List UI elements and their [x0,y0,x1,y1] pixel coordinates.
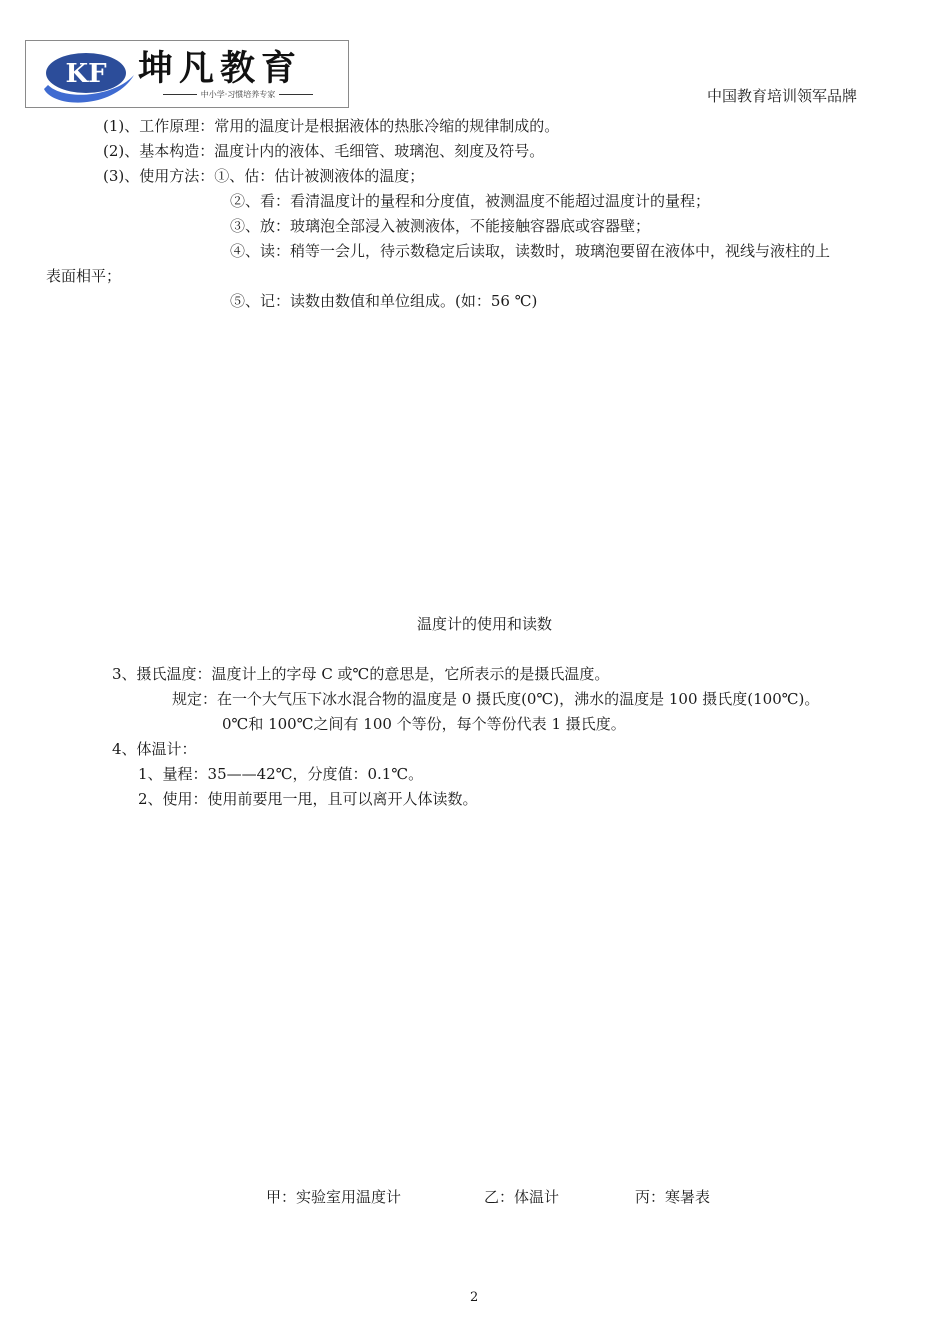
caption-lab-thermometer: 甲：实验室用温度计 [266,1188,402,1206]
clinical-thermometer-heading: 4、体温计： [112,740,197,758]
celsius-definition: 3、摄氏温度：温度计上的字母 C 或℃的意思是，它所表示的是摄氏温度。 [112,665,610,683]
celsius-rule: 规定：在一个大气压下冰水混合物的温度是 0 摄氏度(0℃)，沸水的温度是 100 摄氏度(100℃)。 [172,690,820,708]
principle-line: (1)、工作原理：常用的温度计是根据液体的热胀冷缩的规律制成的。 [103,117,560,135]
usage-line-read: ④、读：稍等一会儿，待示数稳定后读取，读数时，玻璃泡要留在液体中，视线与液柱的上 [230,242,831,260]
caption-clinical-thermometer: 乙：体温计 [484,1188,560,1206]
figure-caption-usage: 温度计的使用和读数 [417,615,553,633]
logo-mark-text: KF [65,59,107,89]
header-slogan: 中国教育培训领军品牌 [707,87,858,105]
usage-line-place: ③、放：玻璃泡全部浸入被测液体，不能接触容器底或容器壁； [230,217,651,235]
clinical-range: 1、量程：35——42℃，分度值：0.1℃。 [138,765,424,783]
celsius-division: 0℃和 100℃之间有 100 个等份，每个等份代表 1 摄氏度。 [222,715,626,733]
logo-brand-name: 坤凡教育 [138,49,303,89]
structure-line: (2)、基本构造：温度计内的液体、毛细管、玻璃泡、刻度及符号。 [103,142,545,160]
usage-line-read-cont: 表面相平； [46,267,122,285]
page-number: 2 [470,1290,479,1305]
clinical-usage: 2、使用：使用前要甩一甩，且可以离开人体读数。 [138,790,478,808]
logo-tagline: 中小学·习惯培养专家 [138,89,338,101]
usage-line-estimate: (3)、使用方法：①、估：估计被测液体的温度； [103,167,425,185]
usage-line-look: ②、看：看清温度计的量程和分度值，被测温度不能超过温度计的量程； [230,192,711,210]
usage-line-record: ⑤、记：读数由数值和单位组成。(如：56 ℃) [230,292,538,310]
caption-weather-thermometer: 丙：寒暑表 [635,1188,711,1206]
brand-logo [25,40,349,108]
kf-logo-icon [34,45,138,105]
